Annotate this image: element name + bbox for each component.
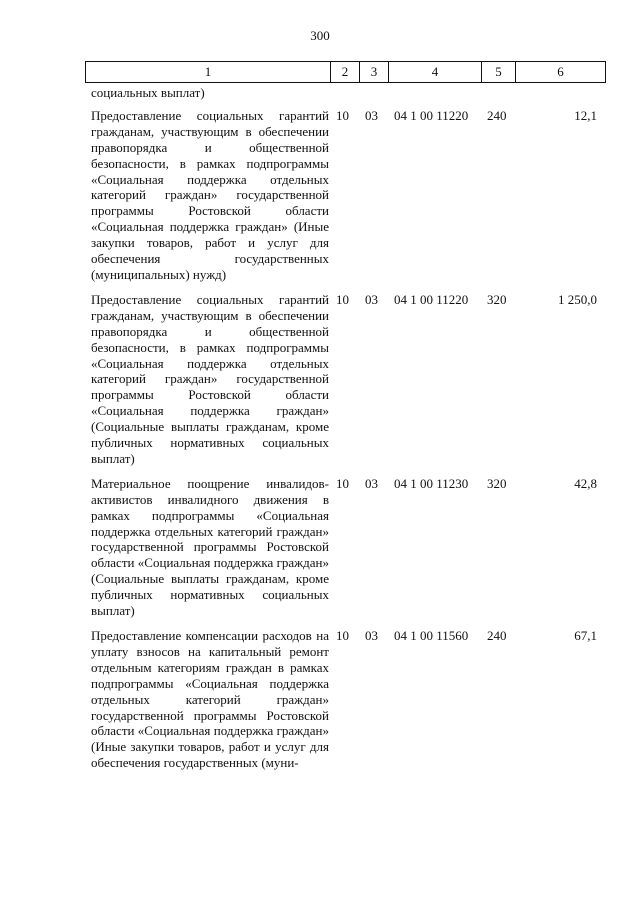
row-section: 10 — [336, 628, 349, 643]
row-description: Предоставление социальных гарантий гражданам, участвующим в обеспечении правопорядка и общественной безопасности, в рамках подпрограммы «Социальная поддержка отдельных категорий граждан» государственной программы Ростовской области «Социальная поддержка граждан» (Социальные выплаты гражданам, кроме публичных нормативных социальных выплат) — [91, 291, 329, 466]
column-header-3: 3 — [360, 62, 389, 83]
row-description: Предоставление социальных гарантий гражданам, участвующим в обеспечении правопорядка и общественной безопасности, в рамках подпрограммы «Социальная поддержка отдельных категорий граждан» государственной программы Ростовской области «Социальная поддержка граждан» (Иные закупки товаров, работ и услуг для обеспечения государственных (муниципальных) нужд) — [91, 107, 329, 282]
row-description: Материальное поощрение инвалидов-активистов инвалидного движения в рамках подпрограммы «Социальная поддержка отдельных категорий граждан» государственной программы Ростовской области «Социальная поддержка граждан» (Социальные выплаты гражданам, кроме публичных нормативных социальных выплат) — [91, 475, 329, 619]
page-number: 300 — [310, 28, 330, 43]
row-section: 10 — [336, 475, 349, 491]
row-expense-type: 320 — [487, 475, 507, 491]
row-target-article: 04 1 00 11220 — [394, 107, 469, 123]
row-amount: 12,1 — [574, 107, 597, 123]
table-row — [85, 292, 599, 467]
table-row — [85, 476, 599, 619]
column-header-4: 4 — [389, 62, 482, 83]
column-header-row — [86, 62, 606, 83]
row-subsection: 03 — [365, 628, 378, 643]
row-target-article: 04 1 00 11220 — [394, 291, 469, 307]
row-target-article: 04 1 00 11230 — [394, 475, 469, 491]
row-description: Предоставление компенсации расходов на уплату взносов на капитальный ремонт отдельным категориям граждан в рамках подпрограммы «Социальная поддержка отдельных категорий граждан» государственной программы Ростовской области «Социальная поддержка граждан» (Иные закупки товаров, работ и услуг для обеспечения государственных (муни- — [91, 628, 329, 771]
row-amount: 1 250,0 — [558, 291, 597, 307]
row-section: 10 — [336, 291, 349, 307]
column-header-2: 2 — [331, 62, 360, 83]
row-expense-type: 240 — [487, 107, 507, 123]
row-amount: 67,1 — [574, 628, 597, 643]
column-header-6: 6 — [516, 62, 606, 83]
column-header-1: 1 — [86, 62, 331, 83]
row-expense-type: 240 — [487, 628, 507, 643]
table-row — [85, 628, 599, 771]
carry-over-text: социальных выплат) — [91, 85, 205, 100]
row-section: 10 — [336, 107, 349, 123]
row-subsection: 03 — [365, 107, 378, 123]
row-target-article: 04 1 00 11560 — [394, 628, 469, 643]
row-subsection: 03 — [365, 475, 378, 491]
table-row — [85, 108, 599, 283]
column-header-5: 5 — [482, 62, 516, 83]
column-header-table — [85, 61, 606, 83]
row-subsection: 03 — [365, 291, 378, 307]
table-body — [85, 85, 599, 780]
row-amount: 42,8 — [574, 475, 597, 491]
row-expense-type: 320 — [487, 291, 507, 307]
